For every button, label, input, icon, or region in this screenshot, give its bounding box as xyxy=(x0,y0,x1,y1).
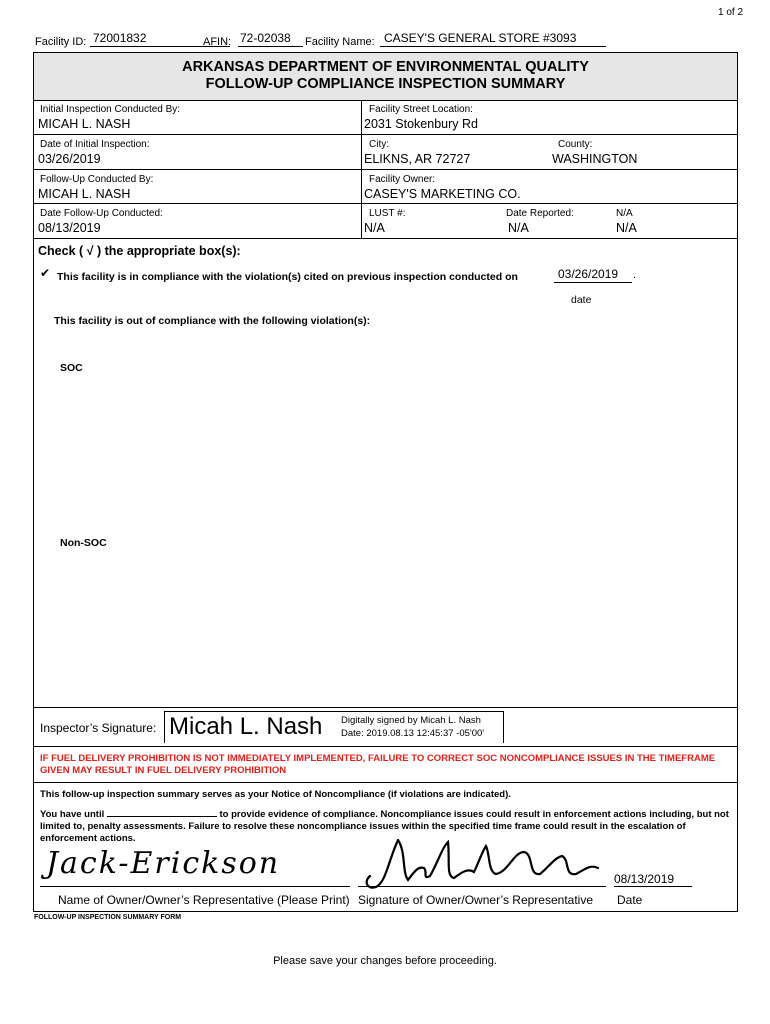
owner-signature-label: Signature of Owner/Owner’s Representative xyxy=(358,893,594,907)
compliance-checkbox[interactable]: ✔ xyxy=(40,266,51,280)
inspector-signature-field[interactable] xyxy=(164,711,504,743)
digital-sign-line2: Date: 2019.08.13 12:45:37 -05'00' xyxy=(341,728,485,739)
signature-stroke xyxy=(367,840,598,888)
owner-signature-field[interactable] xyxy=(358,832,606,887)
owner-print-name-field[interactable] xyxy=(40,846,350,887)
inspector-sig-label: Inspector’s Signature: xyxy=(40,721,157,735)
grid-line xyxy=(34,169,737,170)
check-instruction: Check ( √ ) the appropriate box(s): xyxy=(38,244,241,258)
compliance-date-field[interactable] xyxy=(554,267,632,283)
afin-field[interactable] xyxy=(238,30,303,47)
save-message: Please save your changes before proceeding. xyxy=(273,955,497,967)
grid-line xyxy=(34,203,737,204)
owner-name-label: Name of Owner/Owner’s Representative (Please Print) xyxy=(58,893,350,907)
lust-value[interactable]: N/A xyxy=(364,221,385,235)
facility-name-field[interactable] xyxy=(380,30,606,47)
owner-sign-date-field[interactable] xyxy=(614,872,692,887)
city-label: City: xyxy=(369,139,389,150)
street-value[interactable]: 2031 Stokenbury Rd xyxy=(364,117,478,131)
form-name: FOLLOW-UP INSPECTION SUMMARY FORM xyxy=(34,914,182,921)
grid-line xyxy=(34,707,737,708)
owner-date-label: Date xyxy=(617,893,643,907)
title-line2: FOLLOW-UP COMPLIANCE INSPECTION SUMMARY xyxy=(205,76,566,92)
initial-date-label: Date of Initial Inspection: xyxy=(40,139,150,150)
grid-line xyxy=(34,238,737,239)
grid-line xyxy=(34,134,737,135)
extra-value[interactable]: N/A xyxy=(616,221,637,235)
initial-date-value[interactable]: 03/26/2019 xyxy=(38,152,101,166)
lust-label: LUST #: xyxy=(369,208,406,219)
period: . xyxy=(633,269,637,281)
notice-line1: This follow-up inspection summary serves as your Notice of Noncompliance (if violations are indicated). xyxy=(40,789,511,800)
page-number: 1 of 2 xyxy=(718,7,744,18)
owner-value[interactable]: CASEY'S MARKETING CO. xyxy=(364,187,521,201)
noncompliance-text: This facility is out of compliance with the following violation(s): xyxy=(54,315,371,327)
grid-line xyxy=(34,782,737,783)
facility-id-label: Facility ID: xyxy=(35,36,87,48)
followup-by-label: Follow-Up Conducted By: xyxy=(40,174,154,185)
afin-value: 72-02038 xyxy=(240,31,291,45)
followup-date-label: Date Follow-Up Conducted: xyxy=(40,208,163,219)
city-value[interactable]: ELIKNS, AR 72727 xyxy=(364,152,471,166)
compliance-date-value: 03/26/2019 xyxy=(558,267,619,281)
notice-you-have-until: You have until xyxy=(40,809,105,820)
facility-name-label: Facility Name: xyxy=(305,36,375,48)
compliance-text: This facility is in compliance with the violation(s) cited on previous inspection conducted on xyxy=(57,271,518,283)
street-label: Facility Street Location: xyxy=(369,104,473,115)
facility-id-value: 72001832 xyxy=(93,31,147,45)
afin-label: AFIN: xyxy=(203,36,232,48)
followup-by-value[interactable]: MICAH L. NASH xyxy=(38,187,131,201)
owner-label: Facility Owner: xyxy=(369,174,436,185)
nonsoc-violations-area[interactable] xyxy=(58,553,718,703)
title-band xyxy=(34,53,737,101)
owner-handwritten-signature xyxy=(358,832,606,892)
initial-by-value[interactable]: MICAH L. NASH xyxy=(38,117,131,131)
soc-violations-area[interactable] xyxy=(58,378,718,528)
extra-label: N/A xyxy=(616,208,633,219)
soc-label: SOC xyxy=(60,362,83,374)
deadline-field[interactable] xyxy=(107,808,217,817)
date-caption: date xyxy=(571,294,592,306)
followup-date-value[interactable]: 08/13/2019 xyxy=(38,221,101,235)
reported-value[interactable]: N/A xyxy=(508,221,529,235)
grid-line xyxy=(34,746,737,747)
county-label: County: xyxy=(558,139,593,150)
title-line1: ARKANSAS DEPARTMENT OF ENVIRONMENTAL QUALITY xyxy=(182,59,589,75)
digital-sign-line1: Digitally signed by Micah L. Nash xyxy=(341,715,481,726)
county-value[interactable]: WASHINGTON xyxy=(552,152,638,166)
reported-label: Date Reported: xyxy=(506,208,574,219)
inspector-signature: Micah L. Nash xyxy=(169,713,323,740)
owner-printed-name: Jack-Erickson xyxy=(46,846,281,881)
initial-by-label: Initial Inspection Conducted By: xyxy=(40,104,181,115)
header-row xyxy=(35,30,755,50)
nonsoc-label: Non-SOC xyxy=(60,537,107,549)
facility-name-value: CASEY'S GENERAL STORE #3093 xyxy=(384,31,577,45)
owner-sign-date: 08/13/2019 xyxy=(614,872,675,886)
notice-rest: to provide evidence of compliance. Noncompliance issues could result in enforcement actions including, but not limited to, penalty assessments. Failure to resolve these noncompliance issues within the specified time frame could result in the escalation of enforcement actions. xyxy=(40,809,729,844)
fuel-warning: IF FUEL DELIVERY PROHIBITION IS NOT IMMEDIATELY IMPLEMENTED, FAILURE TO CORRECT SOC NONCOMPLIANCE ISSUES IN THE TIMEFRAME GIVEN MAY RESULT IN FUEL DELIVERY PROHIBITION xyxy=(40,753,716,776)
